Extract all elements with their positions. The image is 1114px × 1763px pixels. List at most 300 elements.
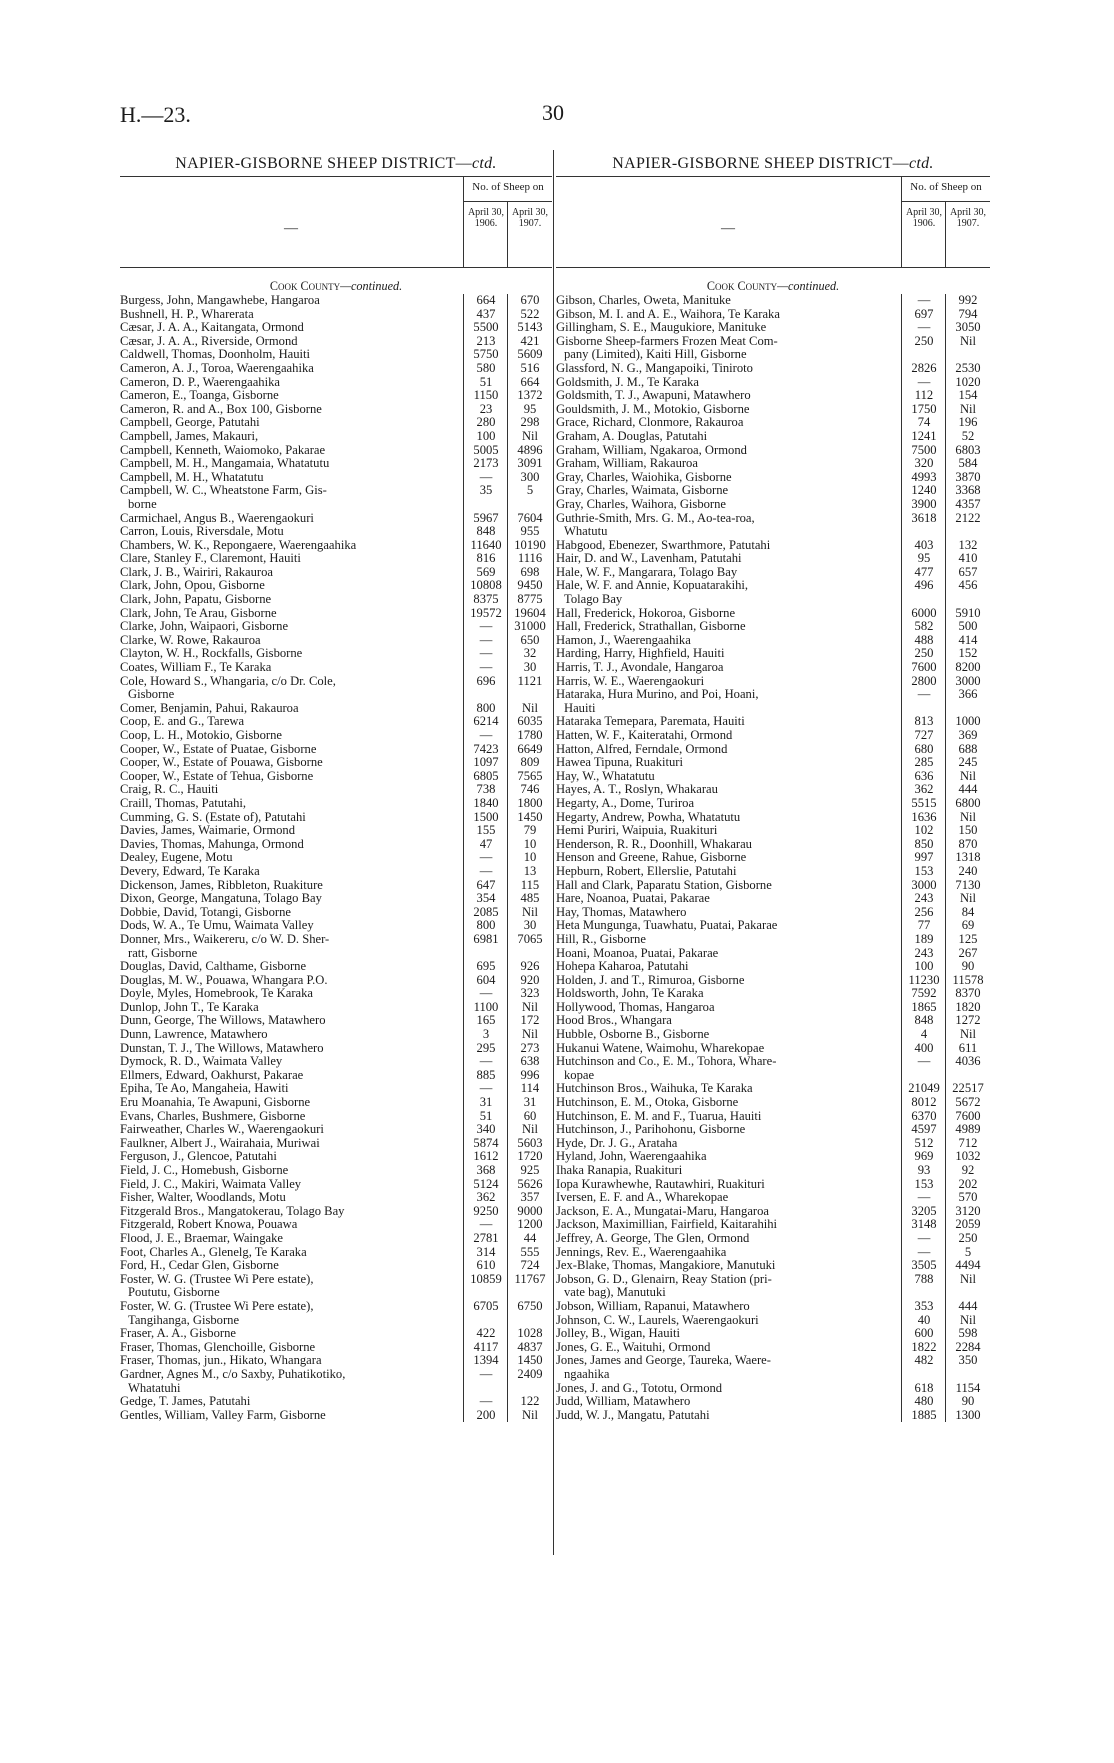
table-row <box>120 593 552 607</box>
sheep-count-1907: 30 <box>523 660 537 675</box>
sheep-count-1906: 6981 <box>473 931 499 946</box>
table-row <box>120 376 552 390</box>
table-row <box>556 294 990 308</box>
sheep-count-1906: 7592 <box>911 986 937 1001</box>
sheep-count-1906: 1612 <box>473 1149 499 1164</box>
owner-name: Hohepa Kaharoa, Patutahi <box>556 960 689 974</box>
sheep-count-1907: 926 <box>520 959 540 974</box>
owner-name: Dymock, R. D., Waimata Valley <box>120 1055 283 1069</box>
sheep-count-1907: 2409 <box>517 1366 543 1381</box>
sheep-count-1907: 366 <box>958 687 978 702</box>
owner-name: Hare, Noanoa, Puatai, Pakarae <box>556 892 710 906</box>
table-row <box>120 987 552 1001</box>
sheep-count-1907: 1032 <box>955 1149 981 1164</box>
sheep-count-1906: 40 <box>917 1312 931 1327</box>
owner-name: Hutchinson and Co., E. M., Tohora, Whare- kopae <box>556 1055 902 1082</box>
sheep-count-1906: 496 <box>914 578 934 593</box>
table-row <box>120 974 552 988</box>
sheep-count-1906: 664 <box>476 293 496 307</box>
owner-name-continued: kopae <box>564 1067 595 1082</box>
table-row <box>120 1042 552 1056</box>
sheep-count-1907: 84 <box>961 904 975 919</box>
table-row <box>556 851 990 865</box>
table-row <box>120 1232 552 1246</box>
sheep-count-1906: 422 <box>476 1326 496 1341</box>
table-row <box>120 294 552 308</box>
table-row <box>120 729 552 743</box>
sheep-count-1906: 5005 <box>473 442 499 457</box>
owner-name: Ellmers, Edward, Oakhurst, Pakarae <box>120 1068 304 1082</box>
owner-name: Caldwell, Thomas, Doonholm, Hauiti <box>120 348 311 362</box>
table-row <box>120 362 552 376</box>
sheep-count-1906: 200 <box>476 1407 496 1422</box>
owner-name: Hair, D. and W., Lavenham, Patutahi <box>556 552 742 566</box>
table-row <box>120 647 552 661</box>
sheep-count-1907: 22517 <box>952 1081 984 1096</box>
sub-header-1906: April 30, 1906. <box>467 207 505 229</box>
sheep-count-1907: Nil <box>959 768 977 783</box>
sheep-count-1907: 1720 <box>517 1149 543 1164</box>
sheep-count-1906: 11640 <box>470 537 502 552</box>
table-row <box>556 1014 990 1028</box>
sheep-count-1906: 1822 <box>911 1339 937 1354</box>
sheep-count-1906: 569 <box>476 564 496 579</box>
sheep-count-1907: 1020 <box>955 374 981 389</box>
owner-name: Cooper, W., Estate of Puatae, Gisborne <box>120 742 317 756</box>
sheep-count-1907: Nil <box>521 700 539 715</box>
sheep-count-1907: 2284 <box>955 1339 981 1354</box>
sheep-count-1906: — <box>479 660 493 675</box>
owner-name: Grace, Richard, Clonmore, Rakauroa <box>556 416 744 430</box>
sheep-count-1907: 31 <box>523 1095 537 1110</box>
owner-name: Harding, Harry, Highfield, Hauiti <box>556 647 725 661</box>
sheep-count-1907: 4036 <box>955 1054 981 1069</box>
sheep-count-1907: 870 <box>958 836 978 851</box>
table-row <box>556 308 990 322</box>
table-row <box>120 811 552 825</box>
owner-name: Hollywood, Thomas, Hangaroa <box>556 1000 715 1014</box>
sheep-count-1906: 6214 <box>473 714 499 729</box>
owner-name: Hood Bros., Whangara <box>556 1014 672 1028</box>
sheep-count-1907: 7065 <box>517 931 543 946</box>
table-row <box>556 824 990 838</box>
sheep-count-1906: — <box>479 619 493 634</box>
owner-name: Cameron, A. J., Toroa, Waerengaahika <box>120 361 314 375</box>
owner-name: Campbell, M. H., Whatatutu <box>120 470 264 484</box>
sheep-count-1906: 403 <box>914 537 934 552</box>
sheep-count-1907: 90 <box>961 1394 975 1409</box>
table-row <box>556 729 990 743</box>
owner-name: Guthrie-Smith, Mrs. G. M., Ao-tea-roa, Whatutu <box>556 512 902 539</box>
owner-name: Gedge, T. James, Patutahi <box>120 1395 251 1409</box>
owner-name: Cæsar, J. A. A., Riverside, Ormond <box>120 334 298 348</box>
sheep-count-1907: 3050 <box>955 320 981 335</box>
sheep-count-1907: 500 <box>958 619 978 634</box>
table-row <box>120 1014 552 1028</box>
owner-name: Dunn, Lawrence, Matawhero <box>120 1028 268 1042</box>
sheep-count-1906: 1394 <box>473 1353 499 1368</box>
table-row <box>120 675 552 702</box>
report-code: H.—23. <box>120 102 191 127</box>
sheep-count-1906: 19572 <box>470 605 502 620</box>
sheep-count-1906: 1240 <box>911 483 937 498</box>
owner-name: Jex-Blake, Thomas, Mangakiore, Manutuki <box>556 1259 776 1273</box>
table-row <box>120 1354 552 1368</box>
sheep-count-1907: 996 <box>520 1067 540 1082</box>
sheep-count-1906: — <box>479 1081 493 1096</box>
table-row <box>556 1178 990 1192</box>
sheep-count-1907: 516 <box>520 360 540 375</box>
owner-name: Johnson, C. W., Laurels, Waerengaokuri <box>556 1313 759 1327</box>
sheep-count-1906: 368 <box>476 1163 496 1177</box>
sheep-count-1906: 600 <box>914 1326 934 1341</box>
sheep-count-1907: 132 <box>958 537 978 552</box>
owner-name-continued: Whatutu <box>564 524 608 539</box>
table-row <box>556 1137 990 1151</box>
sheep-count-1907: 670 <box>520 293 540 307</box>
owner-name: Ford, H., Cedar Glen, Gisborne <box>120 1259 279 1273</box>
sheep-count-1906: 697 <box>914 306 934 321</box>
owner-name: Clarke, W. Rowe, Rakauroa <box>120 633 261 647</box>
owner-name: Fraser, Thomas, jun., Hikato, Whangara <box>120 1354 322 1368</box>
sheep-count-1906: 93 <box>917 1163 931 1177</box>
sub-header-1907: April 30, 1907. <box>949 207 987 229</box>
sheep-count-1906: 969 <box>914 1149 934 1164</box>
table-row <box>120 471 552 485</box>
sheep-count-1907: 925 <box>520 1163 540 1177</box>
sheep-count-1907: 196 <box>958 415 978 430</box>
table-row <box>120 1395 552 1409</box>
table-row <box>120 1028 552 1042</box>
sheep-count-1907: 5143 <box>517 320 543 335</box>
owner-name: Jolley, B., Wigan, Hauiti <box>556 1327 681 1341</box>
owner-name: Jennings, Rev. E., Waerengaahika <box>556 1245 727 1259</box>
sheep-count-1906: 3148 <box>911 1217 937 1232</box>
owner-name: Hyde, Dr. J. G., Arataha <box>556 1136 678 1150</box>
owner-name: Cooper, W., Estate of Tehua, Gisborne <box>120 769 314 783</box>
sheep-count-1906: 647 <box>476 877 496 892</box>
table-row <box>120 1218 552 1232</box>
owner-name: Jones, James and George, Taureka, Waere- ngaahika <box>556 1354 902 1381</box>
owner-name: Glassford, N. G., Mangapoiki, Tiniroto <box>556 361 753 375</box>
table-row <box>556 1341 990 1355</box>
table-row <box>120 1069 552 1083</box>
owner-name: Hawea Tipuna, Ruakituri <box>556 756 683 770</box>
sheep-count-1907: 95 <box>523 401 537 416</box>
table-row <box>120 1191 552 1205</box>
owner-name: Harris, T. J., Avondale, Hangaroa <box>556 661 724 675</box>
owner-name: Jobson, G. D., Glenairn, Reay Station (pri- vate bag), Manutuki <box>556 1273 902 1300</box>
table-row <box>556 1123 990 1137</box>
table-body <box>120 294 552 1422</box>
sheep-count-1906: — <box>479 986 493 1001</box>
table-row <box>120 743 552 757</box>
table-row <box>556 1028 990 1042</box>
sheep-count-1907: 794 <box>958 306 978 321</box>
sheep-count-1906: — <box>917 687 931 702</box>
sheep-count-1907: Nil <box>959 809 977 824</box>
owner-name: Goldsmith, T. J., Awapuni, Matawhero <box>556 389 751 403</box>
table-row <box>556 1042 990 1056</box>
table-row <box>556 430 990 444</box>
sheep-count-1906: 354 <box>476 891 496 906</box>
sheep-count-1907: 1800 <box>517 795 543 810</box>
sheep-count-1906: 738 <box>476 782 496 797</box>
owner-name: Habgood, Ebenezer, Swarthmore, Patutahi <box>556 538 771 552</box>
table-row <box>556 620 990 634</box>
sheep-count-1907: 3368 <box>955 483 981 498</box>
owner-name: Campbell, W. C., Wheatstone Farm, Gis- borne <box>120 484 464 511</box>
column-title: NAPIER-GISBORNE SHEEP DISTRICT—ctd. <box>612 155 934 172</box>
owner-name: Hubble, Osborne B., Gisborne <box>556 1028 710 1042</box>
owner-name: Hall, Frederick, Hokoroa, Gisborne <box>556 606 736 620</box>
sheep-count-1907: 555 <box>520 1244 540 1259</box>
sheep-count-1907: 724 <box>520 1258 540 1273</box>
table-row <box>556 960 990 974</box>
sheep-count-1907: 6035 <box>517 714 543 729</box>
owner-name: Clark, John, Opou, Gisborne <box>120 579 265 593</box>
owner-name-continued: ngaahika <box>564 1366 610 1381</box>
owner-name: Hill, R., Gisborne <box>556 932 646 946</box>
sheep-count-1907: 2122 <box>955 510 981 525</box>
sheep-count-1907: 746 <box>520 782 540 797</box>
sheep-count-1907: 5603 <box>517 1135 543 1150</box>
table-row <box>556 715 990 729</box>
sheep-count-1907: 300 <box>520 469 540 484</box>
owner-name: Graham, William, Ngakaroa, Ormond <box>556 443 747 457</box>
owner-name-continued: ratt, Gisborne <box>128 945 198 960</box>
sheep-count-1907: 955 <box>520 524 540 539</box>
table-row <box>120 1055 552 1069</box>
sheep-count-1907: 1450 <box>517 809 543 824</box>
owner-name-continued: vate bag), Manutuki <box>564 1285 666 1300</box>
table-row <box>556 811 990 825</box>
sheep-count-1906: 10808 <box>470 578 502 593</box>
sheep-count-1906: 362 <box>476 1190 496 1205</box>
sheep-count-1906: — <box>479 1054 493 1069</box>
owner-name-continued: borne <box>128 496 157 511</box>
sheep-count-1907: 1300 <box>955 1407 981 1422</box>
table-row <box>556 756 990 770</box>
owner-name: Gardner, Agnes M., c/o Saxby, Puhatikotiko, Whatatuhi <box>120 1368 464 1395</box>
owner-name: Clarke, John, Waipaori, Gisborne <box>120 620 289 634</box>
table-row <box>556 1382 990 1396</box>
sheep-count-1906: 74 <box>917 415 931 430</box>
sheep-count-1907: 4494 <box>955 1258 981 1273</box>
table-row <box>120 552 552 566</box>
sheep-count-1907: Nil <box>521 1407 539 1422</box>
table-row <box>120 308 552 322</box>
table-row <box>120 906 552 920</box>
sheep-count-1907: 11578 <box>952 972 984 987</box>
sheep-count-1906: 2173 <box>473 456 499 471</box>
sheep-count-1906: 7500 <box>911 442 937 457</box>
owner-name: Jones, J. and G., Tototu, Ormond <box>556 1381 723 1395</box>
table-row <box>556 539 990 553</box>
sheep-count-1906: 2800 <box>911 673 937 688</box>
table-row <box>556 1164 990 1178</box>
owner-name: Chambers, W. K., Repongaere, Waerengaahika <box>120 538 357 552</box>
sheep-count-1907: 485 <box>520 891 540 906</box>
owner-name-continued: Gisborne <box>128 687 175 702</box>
owner-name: Gillingham, S. E., Maugukiore, Manituke <box>556 321 767 335</box>
sheep-count-1906: 6000 <box>911 605 937 620</box>
sheep-count-1907: 4989 <box>955 1122 981 1137</box>
sheep-count-1906: 47 <box>479 836 493 851</box>
sheep-count-1906: 112 <box>914 388 934 403</box>
sheep-count-1907: 8775 <box>517 592 543 607</box>
table-row <box>556 647 990 661</box>
table-row <box>556 376 990 390</box>
owner-name: Davies, James, Waimarie, Ormond <box>120 824 296 838</box>
sheep-count-1907: 8200 <box>955 660 981 675</box>
sheep-count-1906: 800 <box>476 918 496 933</box>
owner-name: Epiha, Te Ao, Mangaheia, Hawiti <box>120 1082 289 1096</box>
sheep-count-1906: 3 <box>482 1027 490 1042</box>
sheep-count-1906: 604 <box>476 972 496 987</box>
sheep-count-1906: 100 <box>476 428 496 443</box>
sheep-count-1907: 688 <box>958 741 978 756</box>
sheep-count-1907: 4896 <box>517 442 543 457</box>
sheep-count-1906: — <box>479 1366 493 1381</box>
table-row <box>120 838 552 852</box>
owner-name: Dickenson, James, Ribbleton, Ruakiture <box>120 878 323 892</box>
owner-name: Hale, W. F. and Annie, Kopuatarakihi, Tolago Bay <box>556 579 902 606</box>
owner-name: Campbell, M. H., Mangamaia, Whatatutu <box>120 457 330 471</box>
page-number: 30 <box>542 100 564 125</box>
sheep-count-1907: 11767 <box>514 1271 546 1286</box>
table-row <box>120 607 552 621</box>
sheep-count-1907: Nil <box>521 1027 539 1042</box>
sheep-count-1906: 256 <box>914 904 934 919</box>
owner-name: Ferguson, J., Glencoe, Patutahi <box>120 1150 277 1164</box>
sheep-count-1906: 243 <box>914 945 934 960</box>
table-row <box>556 906 990 920</box>
sheep-count-1907: 6750 <box>517 1298 543 1313</box>
sheep-count-1907: 298 <box>520 415 540 430</box>
sheep-count-1906: 320 <box>914 456 934 471</box>
owner-name: Cameron, R. and A., Box 100, Gisborne <box>120 402 322 416</box>
sheep-count-1907: 2530 <box>955 360 981 375</box>
owner-name: Campbell, George, Patutahi <box>120 416 260 430</box>
sheep-count-1906: 512 <box>914 1135 934 1150</box>
owner-name-continued: Poututu, Gisborne <box>128 1285 220 1300</box>
owner-name: Dunstan, T. J., The Willows, Matawhero <box>120 1041 324 1055</box>
sheep-count-1907: 920 <box>520 972 540 987</box>
sheep-count-1906: 8012 <box>911 1095 937 1110</box>
sheep-count-1907: 522 <box>520 306 540 321</box>
sheep-count-1907: 598 <box>958 1326 978 1341</box>
owner-name: Hemi Puriri, Waipuia, Ruakituri <box>556 824 718 838</box>
sheep-count-1906: 3000 <box>911 877 937 892</box>
sheep-count-1907: Nil <box>521 904 539 919</box>
table-row <box>120 1259 552 1273</box>
owner-name: Douglas, David, Calthame, Gisborne <box>120 960 307 974</box>
sheep-count-1906: 850 <box>914 836 934 851</box>
table-row <box>120 1110 552 1124</box>
owner-name: Hataraka, Hura Murino, and Poi, Hoani, Hauiti <box>556 688 902 715</box>
sheep-count-1907: 414 <box>958 632 978 647</box>
sheep-count-1907: 584 <box>958 456 978 471</box>
sheep-count-1906: 4597 <box>911 1122 937 1137</box>
owner-name: Dunlop, John T., Te Karaka <box>120 1000 259 1014</box>
sheep-count-1906: — <box>479 728 493 742</box>
sheep-count-1907: 5 <box>964 1244 972 1259</box>
table-row <box>556 579 990 606</box>
sheep-count-1907: 125 <box>958 931 978 946</box>
owner-name: Faulkner, Albert J., Wairahaia, Muriwai <box>120 1136 320 1150</box>
table-row <box>120 416 552 430</box>
table-row <box>120 1368 552 1395</box>
table-row <box>556 1096 990 1110</box>
sheep-count-1907: 150 <box>958 823 978 838</box>
table-row <box>120 539 552 553</box>
owner-name: Campbell, Kenneth, Waiomoko, Pakarae <box>120 443 326 457</box>
sheep-count-1906: 362 <box>914 782 934 797</box>
sheep-count-1906: 213 <box>476 333 496 348</box>
sheep-count-1907: 350 <box>958 1353 978 1368</box>
owner-name: Hatton, Alfred, Ferndale, Ormond <box>556 742 728 756</box>
table-row <box>120 756 552 770</box>
sheep-count-1907: 7604 <box>517 510 543 525</box>
sheep-count-1907: 5672 <box>955 1095 981 1110</box>
sheep-count-1906: 680 <box>914 741 934 756</box>
table-row <box>120 865 552 879</box>
sheep-count-1907: 650 <box>520 632 540 647</box>
sheep-count-1907: 664 <box>520 374 540 389</box>
owner-name: Ihaka Ranapia, Ruakituri <box>556 1164 683 1177</box>
owner-name: Dods, W. A., Te Umu, Waimata Valley <box>120 919 314 933</box>
table-row <box>120 512 552 526</box>
owner-name: Holdsworth, John, Te Karaka <box>556 987 704 1001</box>
table-row <box>120 892 552 906</box>
table-row <box>556 389 990 403</box>
sheep-count-1906: 885 <box>476 1067 496 1082</box>
owner-name: Hall, Frederick, Strathallan, Gisborne <box>556 620 746 634</box>
table-row <box>120 1123 552 1137</box>
owner-name-continued: Whatatuhi <box>128 1380 181 1395</box>
sheep-count-1907: 638 <box>520 1054 540 1069</box>
owner-name: Hutchinson, J., Parihohonu, Gisborne <box>556 1123 746 1137</box>
sheep-count-1906: — <box>917 1190 931 1205</box>
sheep-count-1907: Nil <box>959 401 977 416</box>
table-row <box>556 403 990 417</box>
county-heading: Cook County—continued. <box>706 279 840 293</box>
owner-name: Hay, W., Whatatutu <box>556 769 655 783</box>
sheep-count-1906: 6805 <box>473 768 499 783</box>
sheep-count-1907: 657 <box>958 564 978 579</box>
sheep-count-1906: — <box>917 1230 931 1245</box>
sheep-count-1906: 8375 <box>473 592 499 607</box>
sheep-count-1907: 31000 <box>514 619 546 634</box>
owner-name: Hukanui Watene, Waimohu, Wharekopae <box>556 1041 765 1055</box>
sheep-count-1907: 1000 <box>955 714 981 729</box>
sheep-count-1907: 5626 <box>517 1176 543 1191</box>
owner-name: Hamon, J., Waerengaahika <box>556 633 691 647</box>
sheep-count-1906: 1750 <box>911 401 937 416</box>
sheep-count-1906: 6705 <box>473 1298 499 1313</box>
sheep-count-1907: 6803 <box>955 442 981 457</box>
owner-name: Devery, Edward, Te Karaka <box>120 864 260 878</box>
table-row <box>556 661 990 675</box>
sheep-count-1906: 5874 <box>473 1135 499 1150</box>
sheep-count-1907: 1028 <box>517 1326 543 1341</box>
owner-name: Clark, J. B., Wairiri, Rakauroa <box>120 565 273 579</box>
sheep-count-1907: 7600 <box>955 1108 981 1123</box>
sheep-count-1906: — <box>917 1054 931 1069</box>
sheep-count-1907: 240 <box>958 863 978 878</box>
sheep-count-1907: 5 <box>526 483 534 498</box>
